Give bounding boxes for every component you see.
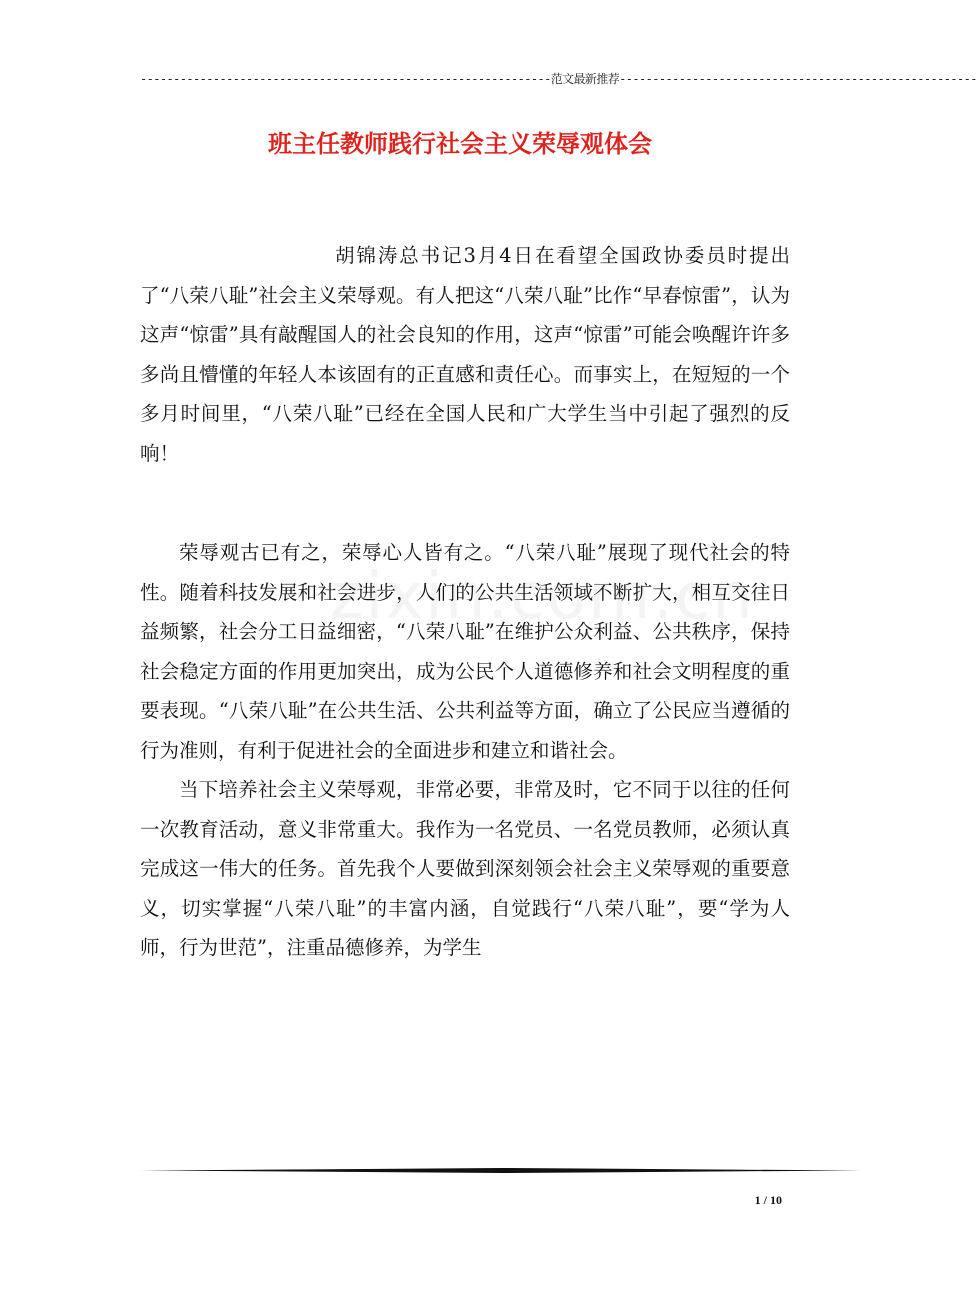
paragraph-2: 荣辱观古已有之，荣辱心人皆有之。“八荣八耻”展现了现代社会的特性。随着科技发展和社会进步，人们的公共生活领域不断扩大，相互交往日益频繁，社会分工日益细密，“八荣八耻”在维护公众利益、公共秩序，保持社会稳定方面的作用更加突出，成为公民个人道德修养和社会文明程度的重要表现。“八荣八耻”在公共生活、公共利益等方面，确立了公民应当遵循的行为准则，有利于促进社会的全面进步和建立和谐社会。 [140, 541, 790, 762]
footer-divider [140, 1168, 862, 1173]
paragraph-3: 当下培养社会主义荣辱观，非常必要，非常及时，它不同于以往的任何一次教育活动，意义非常重大。我作为一名党员、一名党员教师，必须认真完成这一伟大的任务。首先我个人要做到深刻领会社会主义荣辱观的重要意义，切实掌握“八荣八耻”的丰富内涵，自觉践行“八荣八耻”，要“学为人师，行为世范”，注重品德修养，为学生 [140, 778, 790, 959]
document-title: 班主任教师践行社会主义荣辱观体会 [268, 129, 652, 158]
paragraph-1: 胡锦涛总书记3月4日在看望全国政协委员时提出了“八荣八耻”社会主义荣辱观。有人把这“八荣八耻”比作“早春惊雷”，认为这声“惊雷”具有敲醒国人的社会良知的作用，这声“惊雷”可能会唤醒许许多多尚且懵懂的年轻人本该固有的正直感和责任心。而事实上，在短短的一个多月时间里，“八荣八耻”已经在全国人民和广大学生当中引起了强烈的反响！ [140, 244, 790, 465]
header-banner: --------------------------------------------------------------范文最新推荐------------------------------------------------------ [140, 72, 977, 86]
document-body [140, 236, 790, 968]
paragraph-gap [140, 473, 790, 533]
page-number: 1 / 10 [754, 1193, 782, 1207]
